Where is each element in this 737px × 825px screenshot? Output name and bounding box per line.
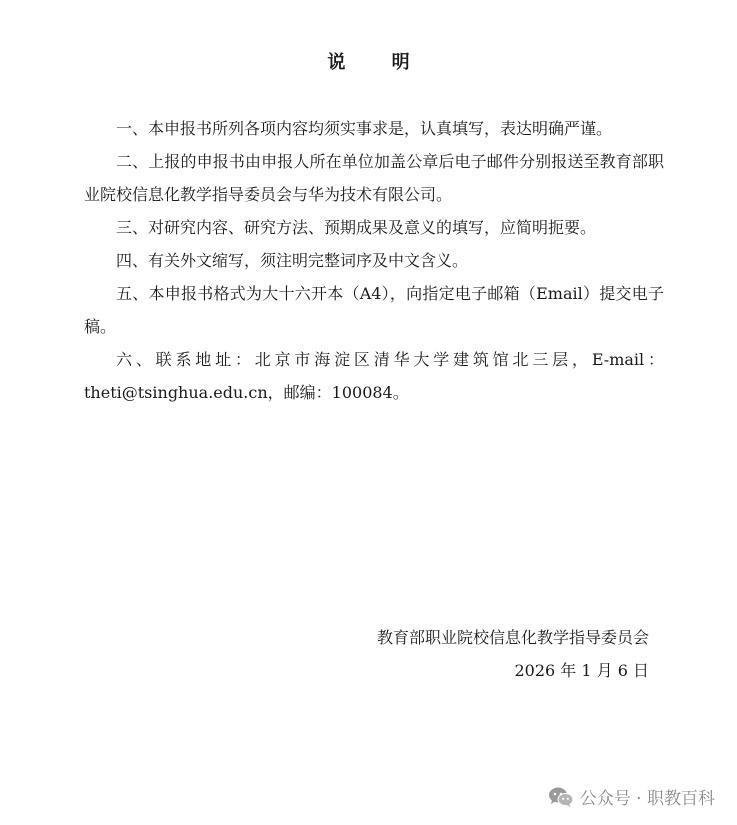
- wechat-icon: [548, 786, 574, 808]
- instruction-item-6: 六、联系地址：北京市海淀区清华大学建筑馆北三层，E-mail：theti@tsinghua.edu.cn，邮编：100084。: [84, 350, 664, 402]
- signature-organization: 教育部职业院校信息化教学指导委员会: [376, 628, 649, 647]
- instruction-item-4: 四、有关外文缩写，须注明完整词序及中文含义。: [116, 251, 469, 270]
- instruction-item-3: 三、对研究内容、研究方法、预期成果及意义的填写，应简明扼要。: [116, 218, 597, 237]
- instruction-item-1: 一、本申报书所列各项内容均须实事求是，认真填写，表达明确严谨。: [116, 119, 613, 138]
- instruction-item-2: 二、上报的申报书由申报人所在单位加盖公章后电子邮件分别报送至教育部职业院校信息化教学指导委员会与华为技术有限公司。: [84, 152, 664, 204]
- instructions-body: [84, 112, 664, 409]
- instruction-item-5: 五、本申报书格式为大十六开本（A4），向指定电子邮箱（Email）提交电子稿。: [84, 284, 664, 336]
- watermark-text: 公众号 · 职教百科: [579, 789, 715, 809]
- signature-date: 2026 年 1 月 6 日: [514, 661, 649, 680]
- signature-block: [377, 621, 649, 687]
- watermark: [548, 784, 715, 809]
- document-title: 说 明: [327, 52, 430, 73]
